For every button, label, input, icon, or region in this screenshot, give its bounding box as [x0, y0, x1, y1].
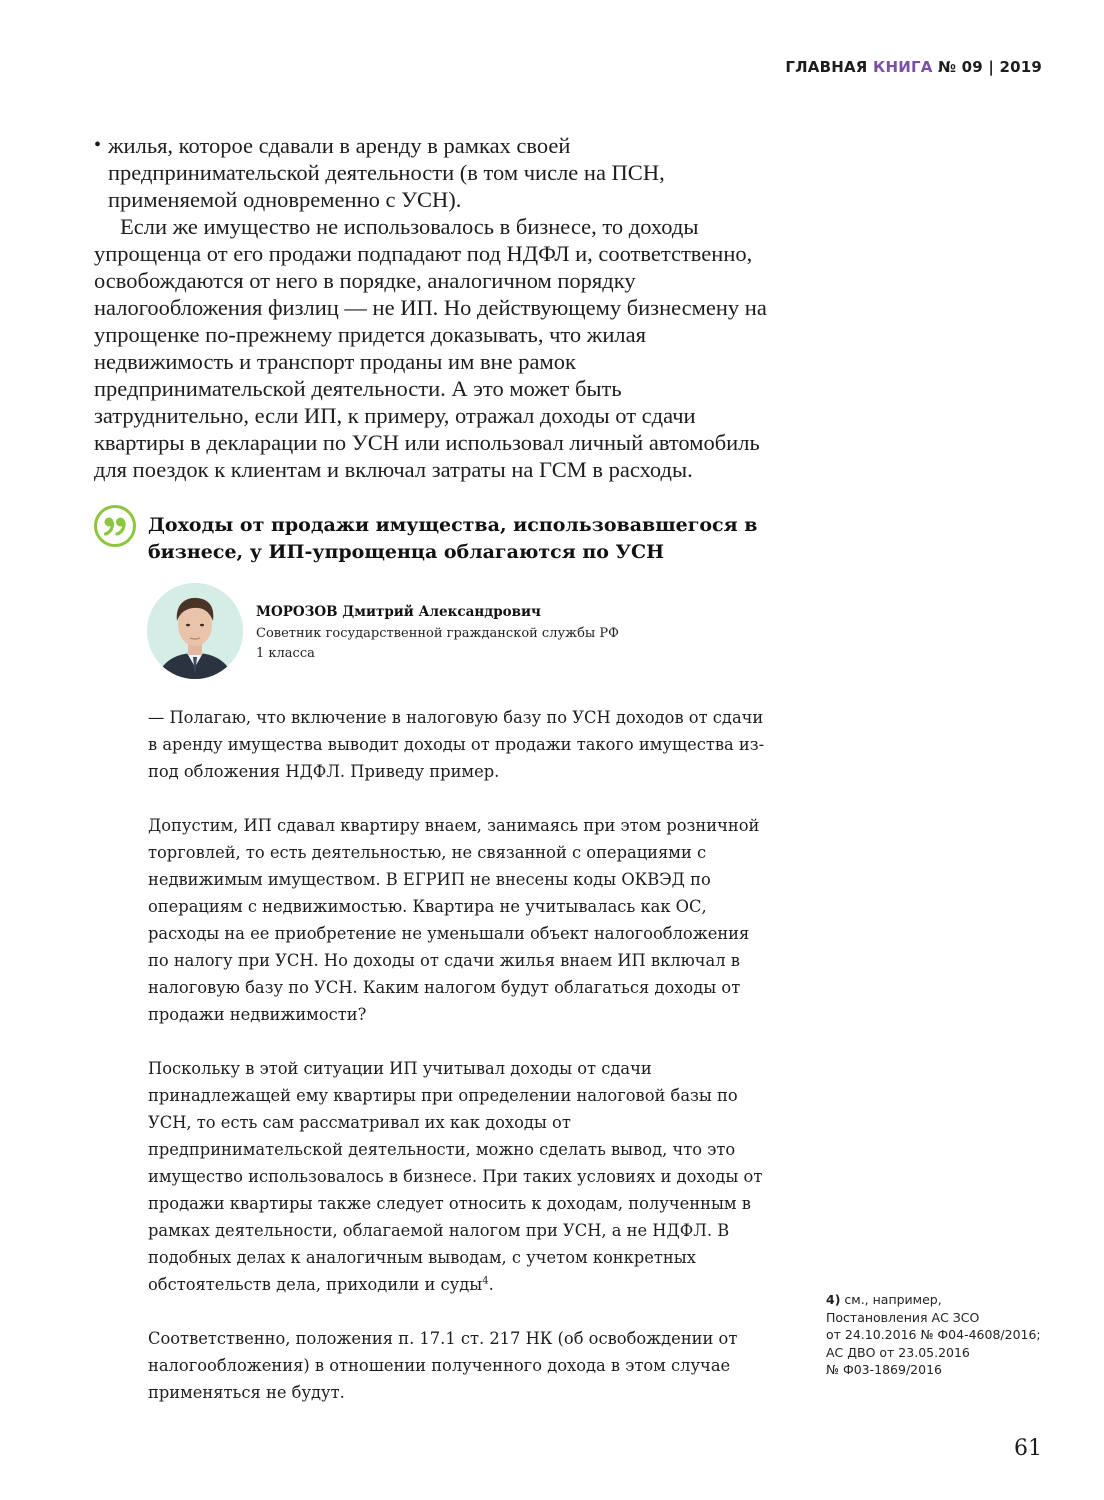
bullet-text: жилья, которое сдавали в аренду в рамках своей предпринимательской деятельности (в том числе на ПСН, применяемой одновременно с УСН).: [108, 133, 665, 212]
footnote-line: Постановления АС ЗСО: [826, 1309, 980, 1325]
brand-part2: КНИГА: [873, 58, 933, 76]
page-number: 61: [1014, 1436, 1042, 1461]
brand-part1: ГЛАВНАЯ: [785, 58, 868, 76]
answer-paragraph: [148, 1055, 768, 1298]
avatar: [147, 583, 243, 679]
bullet-icon: •: [94, 134, 102, 156]
quote-icon: [93, 504, 137, 548]
answer-paragraph: — Полагаю, что включение в налоговую базу по УСН доходов от сдачи в аренду имущества выводит доходы от продажи такого имущества из-под обложения НДФЛ. Приведу пример.: [148, 708, 765, 781]
footnote-number: 4): [826, 1292, 841, 1307]
expert-role-line: 1 класса: [256, 646, 315, 661]
answer-paragraph: Допустим, ИП сдавал квартиру внаем, занимаясь при этом розничной торговлей, то есть деятельностью, не связанной с операциями с недвижимым имуществом. В ЕГРИП не внесены коды ОКВЭД по операциям с недвижимостью. Квартира не учитывалась как ОС, расходы на ее приобретение не уменьшали объект налогообложения по налогу при УСН. Но доходы от сдачи жилья внаем ИП включал в налоговую базу по УСН. Каким налогом будут облагаться доходы от продажи недвижимости?: [148, 816, 760, 1024]
footnote: [826, 1291, 1056, 1379]
expert-role: [256, 624, 636, 664]
answer-paragraph: Соответственно, положения п. 17.1 ст. 217 НК (об освобождении от налогообложения) в отношении полученного дохода в этом случае применяться не будут.: [148, 1329, 738, 1402]
main-text: [94, 132, 774, 483]
list-item: [94, 132, 774, 213]
body-paragraph: Если же имущество не использовалось в бизнесе, то доходы упрощенца от его продажи подпадают под НДФЛ и, соответственно, освобождаются от него в порядке, аналогичном порядку налогообложения физлиц — не ИП. Но действующему бизнесмену на упрощенке по-прежнему придется доказывать, что жилая недвижимость и транспорт проданы им вне рамок предпринимательской деятельности. А это может быть затруднительно, если ИП, к примеру, отражал доходы от сдачи квартиры в декларации по УСН или использовал личный автомобиль для поездок к клиентам и включал затраты на ГСМ в расходы.: [94, 214, 767, 482]
magazine-header: [785, 58, 1042, 76]
expert-name: МОРОЗОВ Дмитрий Александрович: [256, 604, 541, 620]
footnote-line: см., например,: [840, 1292, 942, 1307]
footnote-line: от 24.10.2016 № Ф04-4608/2016;: [826, 1327, 1041, 1342]
footnote-line: № Ф03-1869/2016: [826, 1362, 942, 1377]
issue-number: № 09 | 2019: [937, 58, 1042, 76]
answer-paragraph-text: Поскольку в этой ситуации ИП учитывал доходы от сдачи принадлежащей ему квартиры при определении налоговой базы по УСН, то есть сам рассматривал их как доходы от предпринимательской деятельности, можно сделать вывод, что это имущество использовалось в бизнесе. При таких условиях и доходы от продажи квартиры также следует относить к доходам, полученным в рамках деятельности, облагаемой налогом при УСН, а не НДФЛ. В подобных делах к аналогичным выводам, с учетом конкретных обстоятельств дела, приходили и суды: [148, 1059, 763, 1294]
expert-role-line: Советник государственной гражданской службы РФ: [256, 626, 619, 641]
answer-paragraph-end: .: [488, 1275, 494, 1294]
footnote-line: АС ДВО от 23.05.2016: [826, 1344, 970, 1360]
expert-answer: [148, 704, 768, 1433]
footnote-reference: 4: [482, 1275, 489, 1287]
quote-title: Доходы от продажи имущества, использовавшегося в бизнесе, у ИП-упрощенца облагаются по УСН: [148, 514, 758, 563]
expert-portrait: [147, 583, 243, 679]
